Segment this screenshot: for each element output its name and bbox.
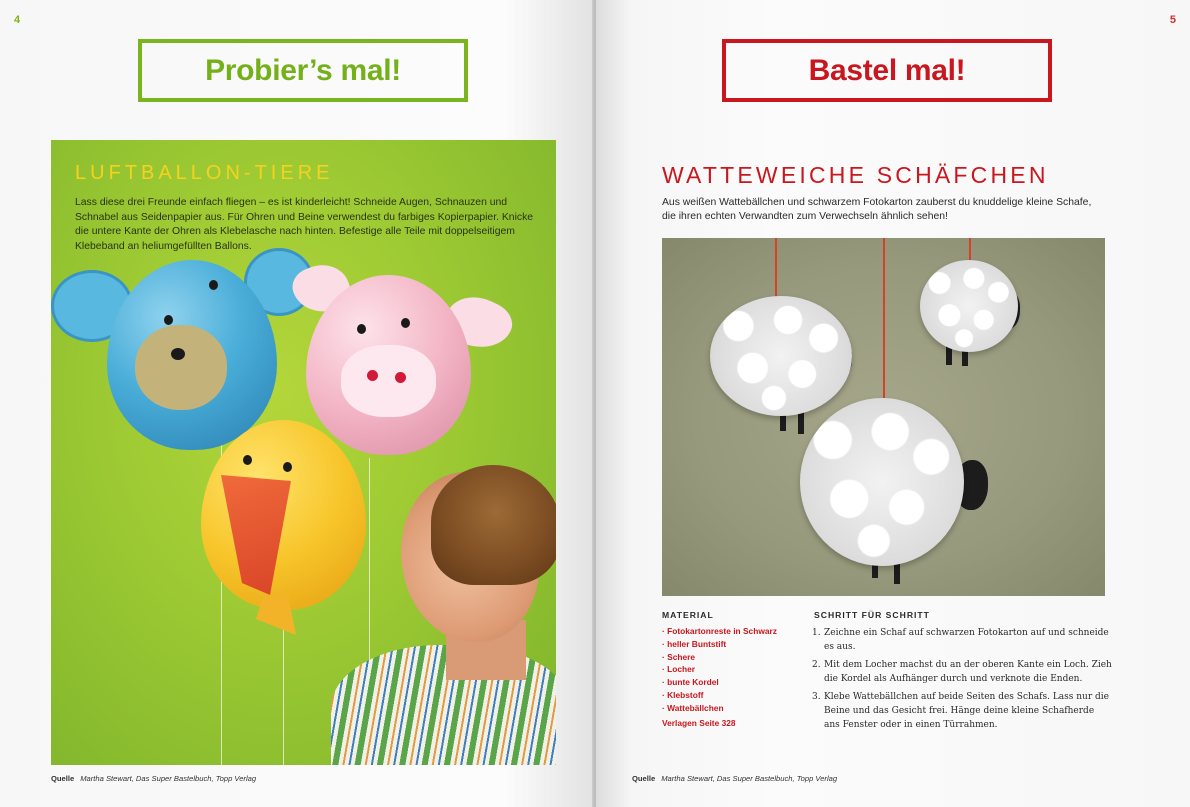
pig-snout bbox=[341, 345, 436, 417]
right-article-title: WATTEWEICHE SCHÄFCHEN bbox=[662, 162, 1049, 188]
material-item: · bunte Kordel bbox=[662, 677, 719, 688]
left-page bbox=[0, 0, 594, 807]
eye bbox=[164, 315, 173, 325]
templates-reference: Verlagen Seite 328 bbox=[662, 718, 736, 728]
material-item: · Fotokartonreste in Schwarz bbox=[662, 626, 777, 636]
bear-muzzle bbox=[135, 325, 227, 410]
pig-nostril bbox=[367, 370, 378, 381]
header-bastel-mal: Bastel mal! bbox=[722, 39, 1052, 102]
eye bbox=[243, 455, 252, 465]
step-item bbox=[812, 659, 1112, 686]
right-article-body: Aus weißen Wattebällchen und schwarzem Fotokarton zauberst du knuddelige kleine Schafe, die ihren echten Verwandten zum Verwechseln ähnlich sehen! bbox=[662, 197, 1092, 222]
pig-nostril bbox=[395, 372, 406, 383]
eye bbox=[357, 324, 366, 334]
left-article-title: LUFTBALLON-TIERE bbox=[75, 162, 334, 184]
step-text: Zeichne ein Schaf auf schwarzen Fotokarton auf und schneide es aus. bbox=[824, 628, 1109, 652]
right-page bbox=[596, 0, 1190, 807]
balloon-animals-photo bbox=[51, 140, 556, 765]
step-number: 2. bbox=[812, 660, 821, 671]
material-heading: MATERIAL bbox=[662, 610, 714, 620]
source-credit-left bbox=[51, 774, 256, 783]
source-label: Quelle bbox=[632, 774, 656, 783]
sheep-wool-small bbox=[920, 260, 1018, 352]
hanging-yarn bbox=[883, 238, 885, 406]
source-text: Martha Stewart, Das Super Bastelbuch, Topp Verlag bbox=[80, 774, 257, 783]
eye bbox=[401, 318, 410, 328]
material-item: · Locher bbox=[662, 664, 696, 675]
source-credit-right bbox=[632, 774, 837, 783]
balloon-string bbox=[283, 610, 284, 765]
header-probiers-mal: Probier’s mal! bbox=[138, 39, 468, 102]
step-item bbox=[812, 627, 1112, 654]
source-label: Quelle bbox=[51, 774, 75, 783]
steps-heading: SCHRITT FÜR SCHRITT bbox=[814, 610, 930, 620]
sheep-wool-left bbox=[710, 296, 852, 416]
step-number: 3. bbox=[812, 692, 821, 703]
page-number-right: 5 bbox=[1169, 14, 1176, 26]
cotton-sheep-photo bbox=[662, 238, 1105, 596]
material-item: · Wattebällchen bbox=[662, 702, 724, 713]
source-text: Martha Stewart, Das Super Bastelbuch, Topp Verlag bbox=[661, 774, 838, 783]
step-number: 1. bbox=[812, 628, 821, 638]
material-item: · Klebstoff bbox=[662, 689, 704, 700]
left-article-body: Lass diese drei Freunde einfach fliegen – es ist kinderleicht! Schneide Augen, Schnauzen und Schnabel aus Seidenpapier aus. Für Ohren und Beine verwendest du farbiges Kopierpapier. Knicke die untere Kante der Ohren als Klebelasche nach hinten. Befestige alle Teile mit doppelseitigem Klebeband an heliumgefüllten Ballons. bbox=[75, 197, 534, 252]
material-item: · heller Buntstift bbox=[662, 638, 727, 649]
bear-nose bbox=[171, 348, 185, 360]
eye bbox=[283, 462, 292, 472]
page-number-left: 4 bbox=[14, 14, 21, 26]
boy-hair bbox=[431, 465, 556, 585]
sheep-wool-large bbox=[800, 398, 964, 566]
steps-list bbox=[812, 627, 1112, 737]
material-item: · Schere bbox=[662, 651, 696, 662]
step-item bbox=[812, 691, 1112, 732]
step-text: Mit dem Locher machst du an der oberen Kante ein Loch. Zieh die Kordel als Aufhänger durch und verknote die Enden. bbox=[824, 660, 1112, 684]
eye bbox=[209, 280, 218, 290]
material-list bbox=[662, 625, 777, 715]
step-text: Klebe Wattebällchen auf beide Seiten des Schafs. Lass nur die Beine und das Gesicht frei. Hänge deine kleine Schafherde ans Fenster oder in einen Türrahmen. bbox=[824, 692, 1109, 730]
